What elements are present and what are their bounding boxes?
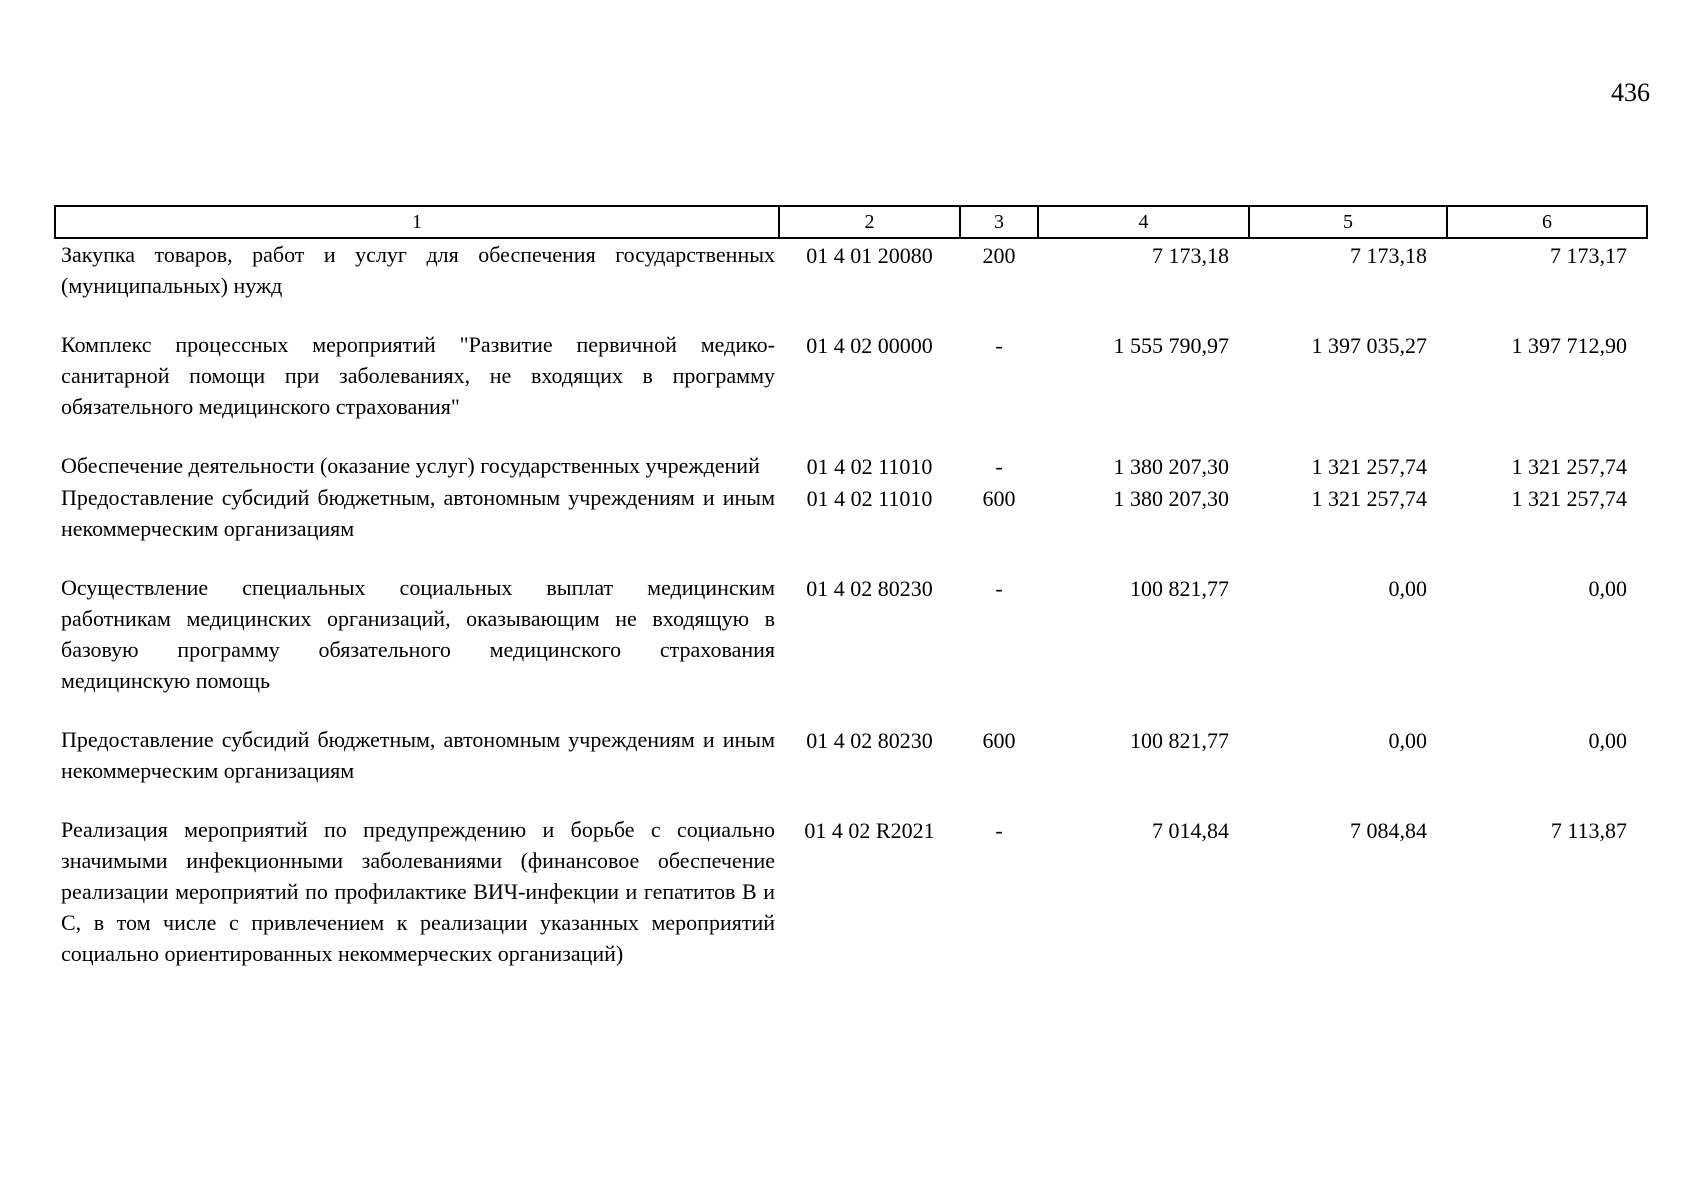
row-name: Осуществление специальных социальных выплат медицинским работникам медицинских организаций, оказывающим не входящую в базовую программу обязательного медицинского страхования медицинскую помощь: [61, 575, 775, 693]
row-value-5: 7 173,18: [1350, 243, 1427, 268]
row-code: 01 4 02 00000: [806, 333, 933, 358]
row-value-6: 1 321 257,74: [1511, 454, 1627, 479]
table-row: [55, 724, 1647, 814]
row-name: Комплекс процессных мероприятий "Развитие первичной медико-санитарной помощи при заболеваниях, не входящих в программу обязательного медицинского страхования": [61, 332, 775, 419]
row-value-5: 0,00: [1388, 576, 1427, 601]
row-code: 01 4 02 11010: [806, 454, 933, 479]
row-name: Предоставление субсидий бюджетным, автономным учреждениям и иным некоммерческим организациям: [61, 485, 775, 541]
table-row: [55, 238, 1647, 329]
row-value-4: 1 555 790,97: [1113, 333, 1229, 358]
row-value-4: 7 173,18: [1152, 243, 1229, 268]
column-number-header-row: [55, 206, 1647, 238]
row-value-6: 0,00: [1588, 576, 1627, 601]
row-code: 01 4 02 80230: [806, 728, 933, 753]
budget-table: [54, 205, 1648, 969]
column-header-6: 6: [1447, 206, 1647, 238]
row-expense-type: -: [995, 333, 1003, 358]
column-header-1: 1: [55, 206, 779, 238]
row-value-4: 1 380 207,30: [1113, 454, 1229, 479]
row-name: Закупка товаров, работ и услуг для обеспечения государственных (муниципальных) нужд: [61, 242, 775, 298]
row-value-4: 100 821,77: [1130, 576, 1229, 601]
row-value-5: 7 084,84: [1350, 818, 1427, 843]
table-row: [55, 329, 1647, 450]
table-row: [55, 572, 1647, 724]
row-value-6: 7 113,87: [1550, 818, 1627, 843]
column-header-3: 3: [960, 206, 1038, 238]
row-name: Обеспечение деятельности (оказание услуг) государственных учреждений: [61, 453, 760, 478]
row-value-4: 1 380 207,30: [1113, 486, 1229, 511]
row-code: 01 4 02 11010: [806, 486, 933, 511]
row-code: 01 4 02 R2021: [804, 818, 935, 843]
row-expense-type: 600: [982, 486, 1016, 511]
row-value-6: 0,00: [1588, 728, 1627, 753]
row-value-4: 100 821,77: [1130, 728, 1229, 753]
row-value-6: 1 397 712,90: [1511, 333, 1627, 358]
row-value-5: 0,00: [1388, 728, 1427, 753]
page-number: 436: [1611, 78, 1650, 107]
column-header-2: 2: [779, 206, 960, 238]
row-name: Предоставление субсидий бюджетным, автономным учреждениям и иным некоммерческим организациям: [61, 727, 775, 783]
row-expense-type: 600: [982, 728, 1016, 753]
table-row: [55, 482, 1647, 572]
table-row: [55, 814, 1647, 969]
row-code: 01 4 01 20080: [806, 243, 933, 268]
table-row: [55, 450, 1647, 482]
row-expense-type: 200: [982, 243, 1016, 268]
row-value-5: 1 321 257,74: [1311, 486, 1427, 511]
row-value-6: 7 173,17: [1550, 243, 1627, 268]
row-value-5: 1 397 035,27: [1311, 333, 1427, 358]
row-value-6: 1 321 257,74: [1511, 486, 1627, 511]
row-expense-type: -: [995, 818, 1003, 843]
column-header-4: 4: [1038, 206, 1249, 238]
column-header-5: 5: [1249, 206, 1447, 238]
row-name: Реализация мероприятий по предупреждению и борьбе с социально значимыми инфекционными заболеваниями (финансовое обеспечение реализации мероприятий по профилактике ВИЧ-инфекции и гепатитов В и С, в том числе с привлечением к реализации указанных мероприятий социально ориентированных некоммерческих организаций): [61, 817, 775, 966]
row-value-4: 7 014,84: [1152, 818, 1229, 843]
row-expense-type: -: [995, 454, 1003, 479]
row-code: 01 4 02 80230: [806, 576, 933, 601]
row-expense-type: -: [995, 576, 1003, 601]
row-value-5: 1 321 257,74: [1311, 454, 1427, 479]
